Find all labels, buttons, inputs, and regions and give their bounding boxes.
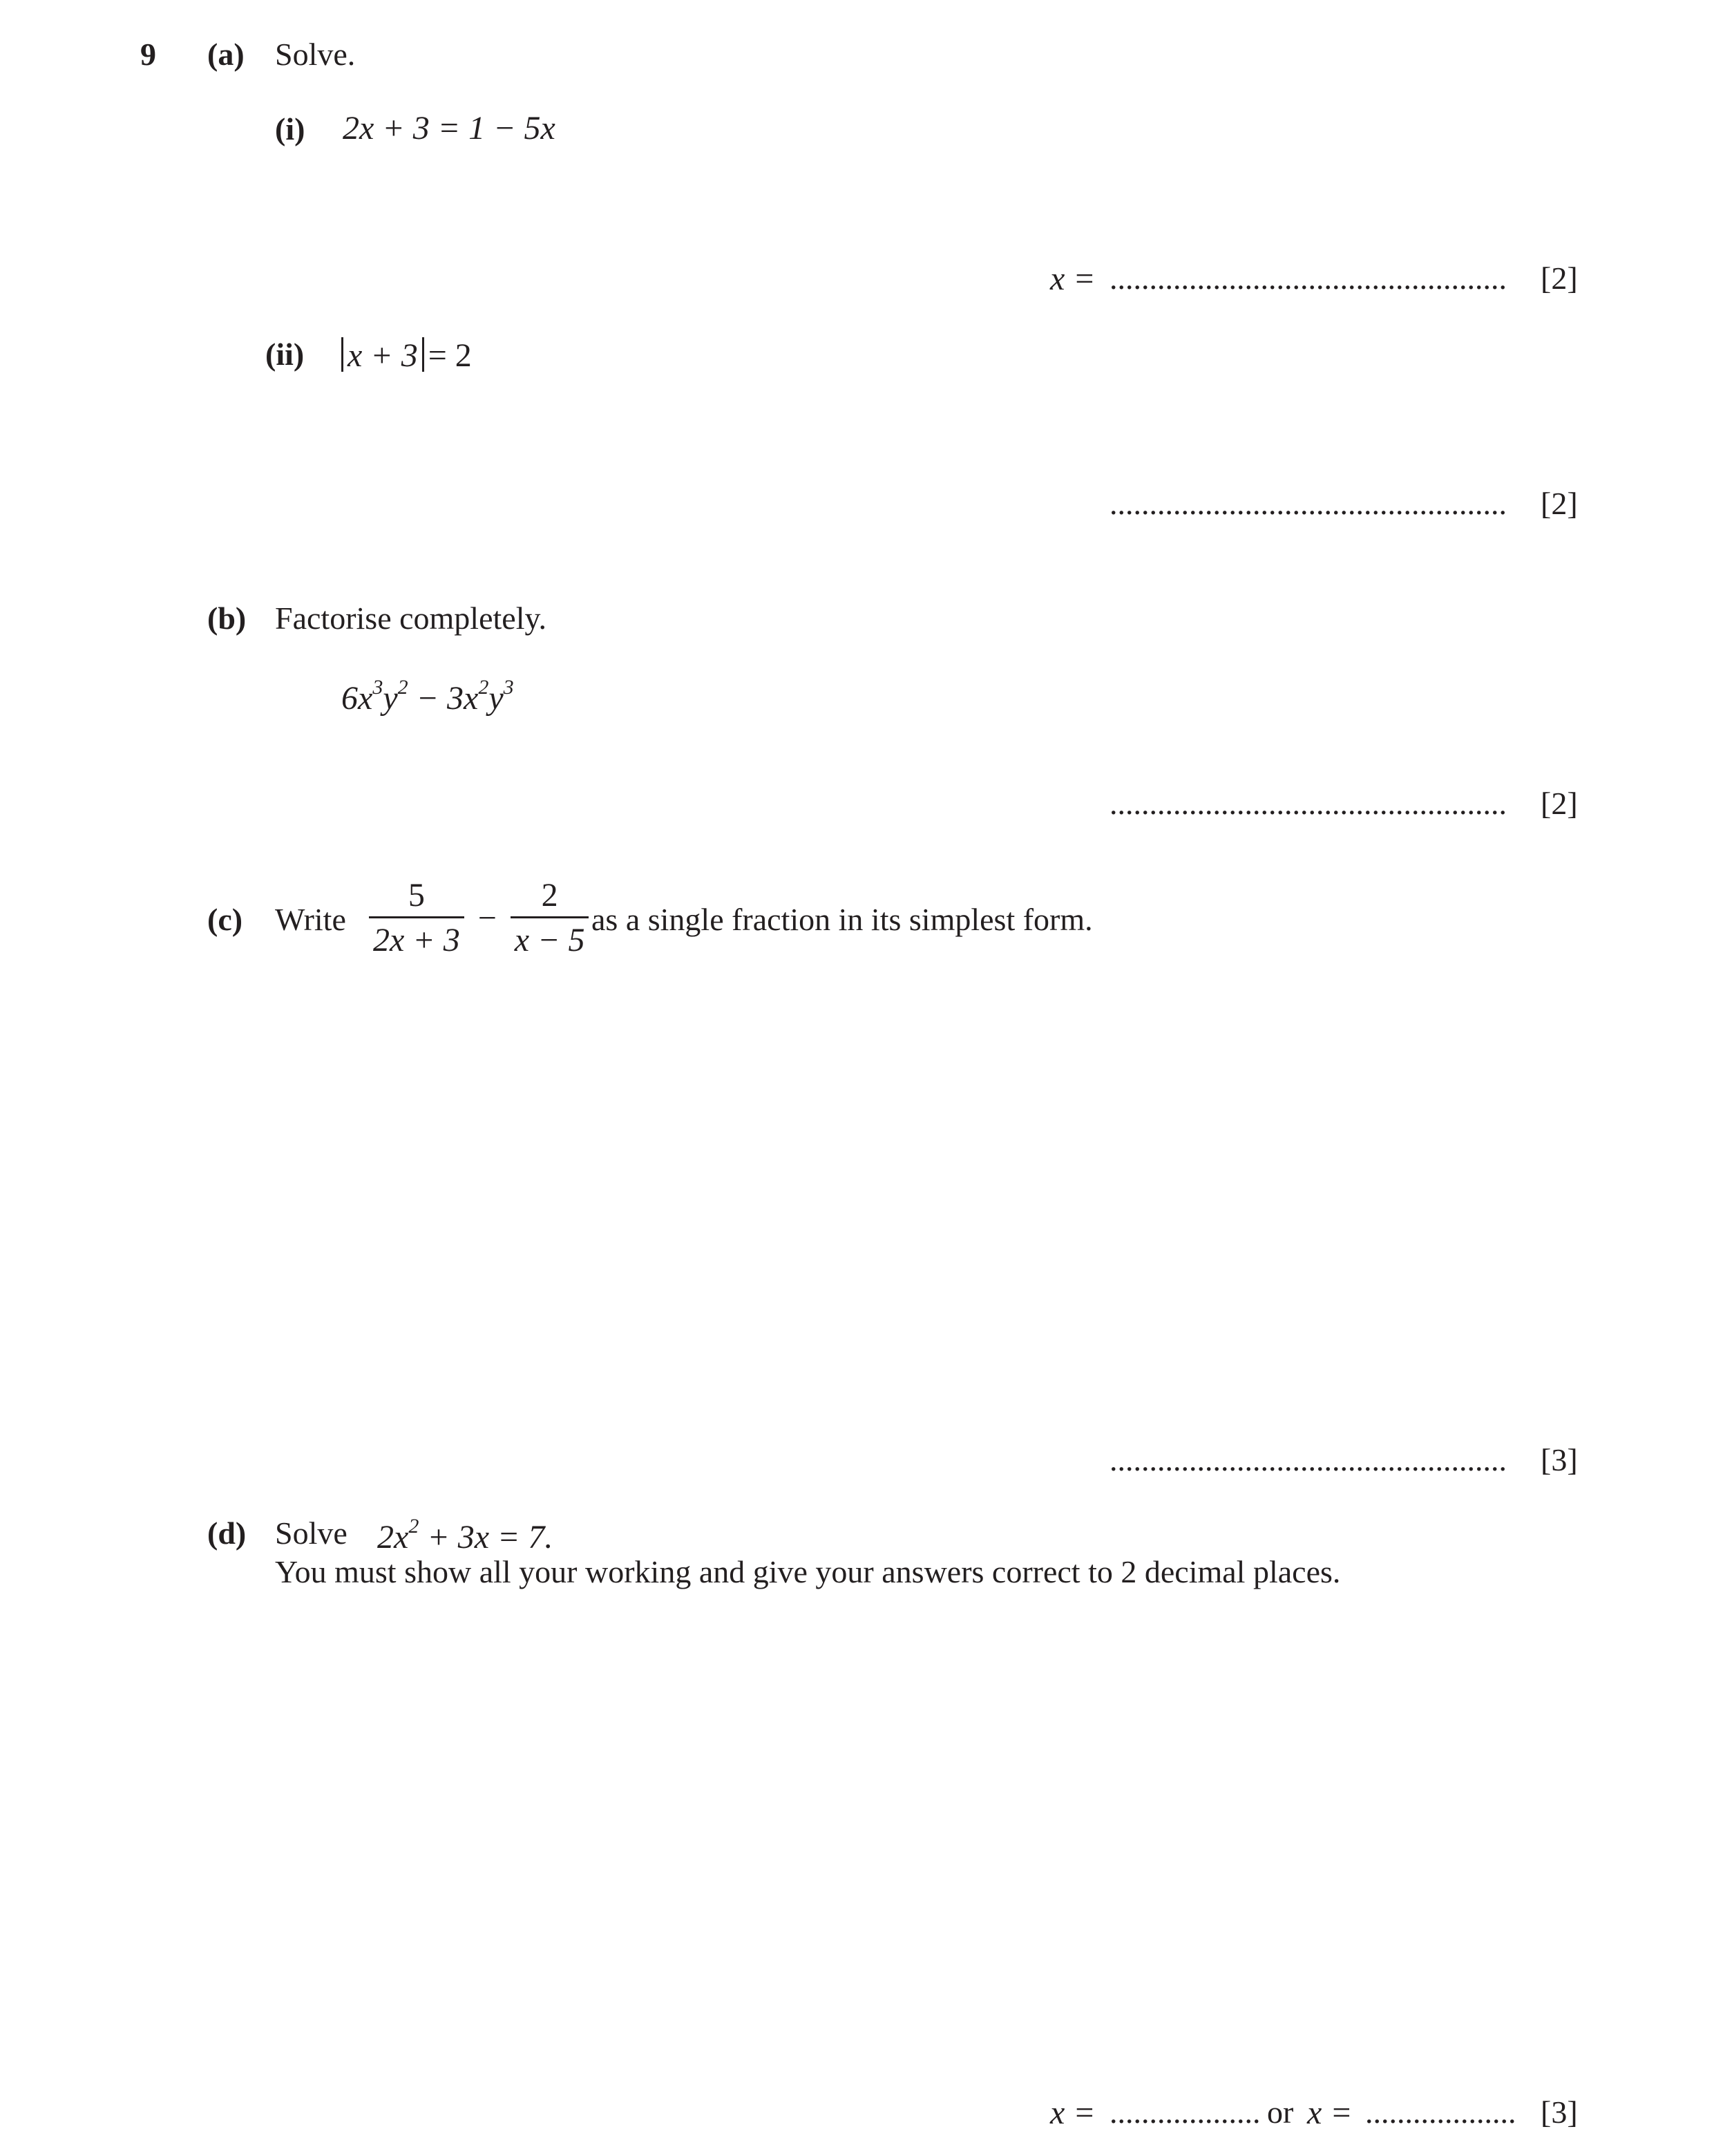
minus-sign: − [477, 899, 497, 936]
abs-bar-right [422, 337, 424, 372]
fraction-2-denominator: x − 5 [514, 922, 585, 958]
fraction-2 [511, 879, 589, 957]
part-c-word: Write [275, 902, 346, 937]
part-a-i-marks: [2] [1541, 261, 1578, 296]
part-b-label: (b) [207, 601, 247, 636]
exp-2: 2 [397, 676, 408, 699]
part-c-text: as a single fraction in its simplest form. [591, 902, 1093, 937]
part-d-word: Solve [275, 1515, 347, 1551]
fraction-1 [369, 879, 464, 957]
term-3x: − 3x [408, 680, 479, 717]
exp-2b: 2 [478, 676, 489, 699]
exp-3b: 3 [503, 676, 514, 699]
fraction-1-denominator: 2x + 3 [373, 922, 460, 958]
part-d-marks: [3] [1541, 2094, 1578, 2130]
term-6x: 6x [341, 680, 373, 717]
part-a-ii-marks: [2] [1541, 486, 1578, 521]
abs-bar-left [341, 337, 343, 372]
exp-2c: 2 [408, 1515, 419, 1538]
part-a-i-answer-prefix: x = [1050, 261, 1096, 297]
part-a-label: (a) [207, 37, 245, 72]
question-number: 9 [140, 37, 156, 72]
term-y2: y [488, 680, 504, 717]
part-a-i-label: (i) [275, 111, 305, 146]
part-d-equation [377, 1516, 553, 1554]
part-a-ii-label: (ii) [265, 337, 305, 372]
part-d-label: (d) [207, 1515, 247, 1551]
part-d-answer-prefix-1: x = [1050, 2094, 1096, 2131]
part-b-instruction: Factorise completely. [275, 601, 546, 636]
part-a-ii-equation [337, 337, 472, 372]
part-c-expression [369, 879, 589, 957]
part-a-i-equation: 2x + 3 = 1 − 5x [343, 110, 555, 146]
part-b-marks: [2] [1541, 786, 1578, 821]
abs-inner: x + 3 [347, 337, 418, 374]
part-a-ii-answer-line[interactable]: .................................................. [1110, 486, 1507, 521]
part-d-answer-line-2[interactable]: ................... [1365, 2094, 1516, 2130]
term-y: y [383, 680, 398, 717]
part-b-answer-line[interactable]: .................................................. [1110, 786, 1507, 821]
part-d-answer-line-1[interactable]: ................... [1110, 2094, 1261, 2130]
part-a-i-answer-line[interactable]: .................................................. [1110, 261, 1507, 296]
exp-3: 3 [372, 676, 383, 699]
term-3x-7: + 3x = 7. [419, 1519, 553, 1555]
fraction-1-numerator: 5 [369, 879, 464, 918]
part-c-marks: [3] [1541, 1442, 1578, 1477]
part-d-or: or [1267, 2094, 1294, 2130]
part-b-expression [341, 677, 514, 715]
fraction-2-numerator: 2 [511, 879, 589, 918]
part-d-answer-prefix-2: x = [1307, 2094, 1353, 2131]
part-d-instruction: You must show all your working and give your answers correct to 2 decimal places. [275, 1554, 1341, 1589]
part-c-answer-line[interactable]: .................................................. [1110, 1442, 1507, 1477]
abs-rhs: = 2 [428, 337, 472, 374]
part-a-instruction: Solve. [275, 37, 356, 72]
part-c-label: (c) [207, 902, 243, 937]
term-2x: 2x [377, 1519, 409, 1555]
